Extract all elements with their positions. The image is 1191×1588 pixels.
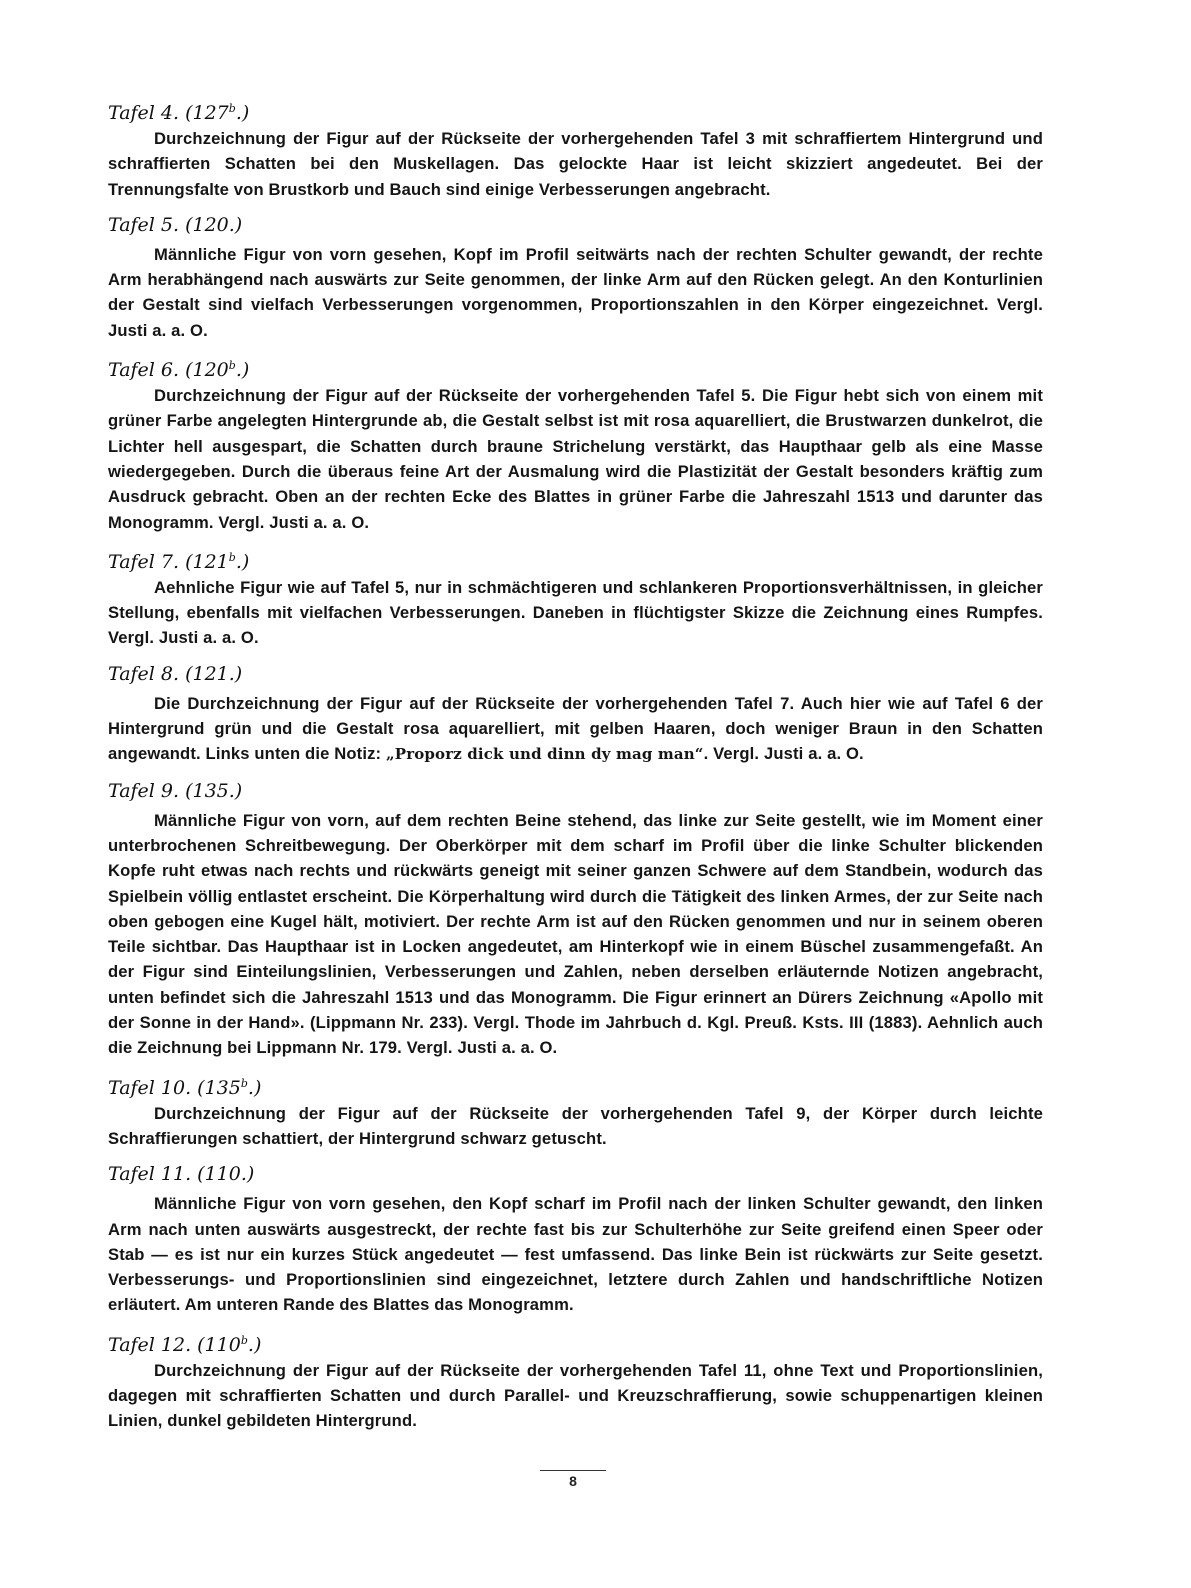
entry-description: Aehnliche Figur wie auf Tafel 5, nur in schmächtigeren und schlankeren Proportionsverhältnissen, in gleicher Stellung, ebenfalls mit vielfachen Verbesserungen. Daneben in flüchtigster Skizze die Zeichnung eines Rumpfes. Vergl. Justi a. a. O.: [108, 577, 1043, 648]
entry-tafel-7: [108, 545, 1043, 651]
superscript-mark: b: [240, 1333, 248, 1347]
superscript-mark: b: [228, 359, 236, 373]
entry-description: Durchzeichnung der Figur auf der Rückseite der vorhergehenden Tafel 11, ohne Text und Proportionslinien, dagegen mit schraffierten Schatten und durch Parallel- und Kreuzschraffierung, sowie schuppenartigen kleinen Linien, dunkel gebildeten Hintergrund.: [108, 1360, 1043, 1431]
superscript-mark: b: [240, 1076, 248, 1090]
entry-tafel-10: [108, 1071, 1043, 1152]
entry-tafel-6: [108, 353, 1043, 535]
entry-tafel-5: [108, 212, 1043, 343]
entry-tafel-12: [108, 1328, 1043, 1434]
entry-description: Durchzeichnung der Figur auf der Rückseite der vorhergehenden Tafel 3 mit schraffiertem Hintergrund und schraffierten Schatten bei den Muskellagen. Das gelockte Haar ist leicht skizziert angedeutet. Bei der Trennungsfalte von Brustkorb und Bauch sind einige Verbesserungen angebracht.: [108, 129, 1043, 199]
entry-heading: Tafel 4. (127$^b$.): [108, 102, 250, 124]
superscript-mark: b: [228, 550, 236, 564]
entry-heading: Tafel 12. (110$^b$.): [108, 1333, 262, 1356]
page-number: 8: [569, 1473, 577, 1489]
entry-heading: Tafel 10. (135$^b$.): [108, 1076, 262, 1099]
entry-heading: Tafel 7. (121$^b$.): [108, 550, 250, 573]
entry-description: Durchzeichnung der Figur auf der Rückseite der vorhergehenden Tafel 9, der Körper durch leichte Schraffierungen schattiert, der Hintergrund schwarz getuscht.: [108, 1103, 1043, 1148]
entry-description: Männliche Figur von vorn gesehen, Kopf im Profil seitwärts nach der rechten Schulter gewandt, der rechte Arm herabhängend nach auswärts zur Seite genommen, der linke Arm auf den Rücken gelegt. An den Konturlinien der Gestalt sind vielfach Verbesserungen vorgenommen, Proportionszahlen in den Körper eingezeichnet. Vergl. Justi a. a. O.: [108, 244, 1043, 340]
entry-tafel-9: [108, 778, 1043, 1061]
entry-heading: Tafel 5. (120.): [108, 213, 243, 236]
entry-tafel-4: [108, 96, 1043, 202]
entry-heading: Tafel 11. (110.): [108, 1163, 255, 1186]
fraktur-quote: „Proporz dick und dinn dy mag man“: [385, 745, 704, 764]
entry-description: Männliche Figur von vorn gesehen, den Kopf scharf im Profil nach der linken Schulter gewandt, den linken Arm nach unten auswärts ausgestreckt, der rechte fast bis zur Schulterhöhe zur Seite greifend einen Speer oder Stab — es ist nur ein kurzes Stück angedeutet — fest umfassend. Das linke Bein ist rückwärts zur Seite gesetzt. Verbesserungs- und Proportionslinien sind eingezeichnet, letztere durch Zahlen und handschriftliche Notizen erläutert. Am unteren Rande des Blattes das Monogramm.: [108, 1194, 1043, 1315]
entry-description: Die Durchzeichnung der Figur auf der Rückseite der vorhergehenden Tafel 7. Auch hier wie auf Tafel 6 der Hintergrund grün und die Gestalt rosa aquarelliert, mit gelben Haaren, doch weniger Braun in den Schatten angewandt. Links unten die Notiz: „Proporz dick und dinn dy mag man“. Vergl. Justi a. a. O.: [108, 693, 1043, 764]
entry-heading: Tafel 8. (121.): [108, 662, 243, 685]
entry-heading: Tafel 9. (135.): [108, 779, 243, 802]
entry-tafel-8: [108, 661, 1043, 768]
entry-tafel-11: [108, 1161, 1043, 1317]
superscript-mark: b: [228, 102, 236, 115]
page-footer: [540, 1470, 606, 1489]
entry-description: Durchzeichnung der Figur auf der Rückseite der vorhergehenden Tafel 5. Die Figur hebt sich von einem mit grüner Farbe angelegten Hintergrunde ab, die Gestalt selbst ist mit rosa aquarelliert, die Brustwarzen dunkelrot, die Lichter hell ausgespart, die Schatten durch braune Strichelung verstärkt, das Haupthaar gelb als eine Masse wiedergegeben. Durch die überaus feine Art der Ausmalung wird die Plastizität der Gestalt besonders kräftig zum Ausdruck gebracht. Oben an der rechten Ecke des Blattes in grüner Farbe die Jahreszahl 1513 und darunter das Monogramm. Vergl. Justi a. a. O.: [108, 386, 1043, 532]
footer-rule: [540, 1470, 606, 1471]
entry-heading: Tafel 6. (120$^b$.): [108, 359, 250, 382]
entry-description: Männliche Figur von vorn, auf dem rechten Beine stehend, das linke zur Seite gestellt, wie im Moment einer unterbrochenen Schreitbewegung. Der Oberkörper mit dem scharf im Profil über die linke Schulter blickenden Kopfe ruht etwas nach rechts und rückwärts geneigt mit seiner ganzen Schwere auf dem Standbein, wodurch das Spielbein völlig entlastet erscheint. Die Körperhaltung wird durch die Tätigkeit des linken Armes, der zur Seite nach oben gebogen eine Kugel hält, motiviert. Der rechte Arm ist auf den Rücken genommen und nur in seinem oberen Teile sichtbar. Das Haupthaar ist in Locken angedeutet, am Hinterkopf wie in einem Büschel zusammengefaßt. An der Figur sind Einteilungslinien, Verbesserungen und Zahlen, neben derselben erläuternde Notizen angebracht, unten befindet sich die Jahreszahl 1513 und das Monogramm. Die Figur erinnert an Dürers Zeichnung «Apollo mit der Sonne in der Hand». (Lippmann Nr. 233). Vergl. Thode im Jahrbuch d. Kgl. Preuß. Ksts. III (1883). Aehnlich auch die Zeichnung bei Lippmann Nr. 179. Vergl. Justi a. a. O.: [108, 810, 1043, 1058]
document-page: [108, 96, 1043, 1444]
